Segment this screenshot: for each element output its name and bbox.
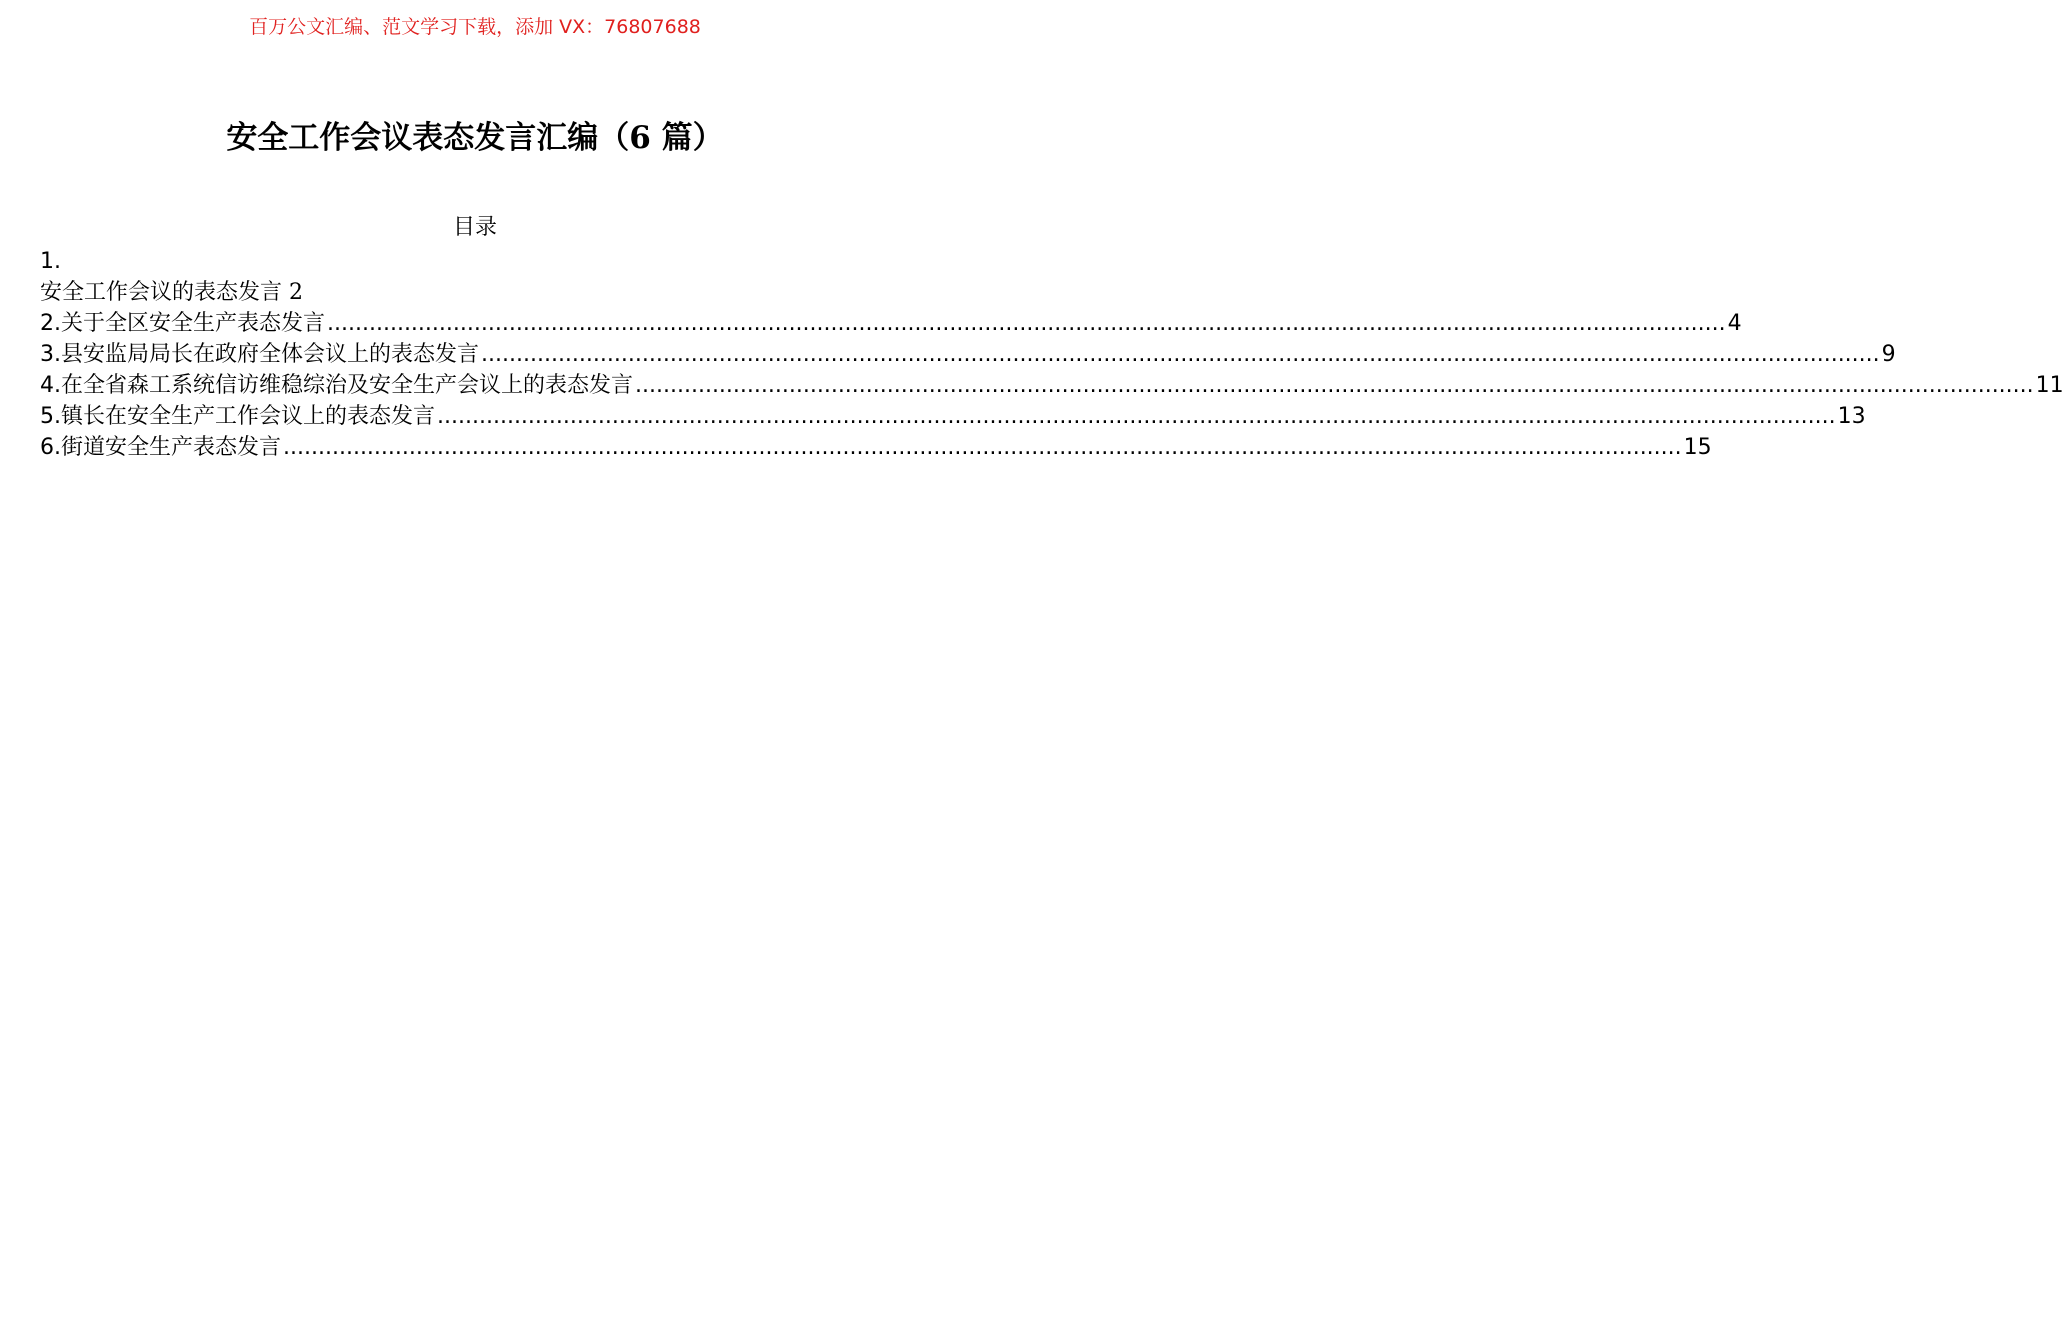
toc-entry-1-number[interactable]: 1.	[40, 249, 61, 274]
toc-entry-page: 15	[1683, 435, 1712, 460]
toc-entry-page: 4	[1727, 311, 1742, 336]
toc-entry-4[interactable]	[40, 370, 2064, 401]
toc-dot-leader: ........................................................................................................................................................................................................	[327, 311, 1726, 336]
toc-dot-leader: ........................................................................................................................................................................................................	[635, 373, 2034, 398]
toc-entry-text: 县安监局局长在政府全体会议上的表态发言	[61, 342, 480, 367]
toc-entry-text: 关于全区安全生产表态发言	[61, 311, 326, 336]
toc-entry-2[interactable]	[40, 308, 1742, 339]
toc-entry-number: 4.	[40, 373, 61, 398]
toc-entry-1-text[interactable]: 安全工作会议的表态发言 2	[40, 280, 303, 305]
toc-entry-5[interactable]	[40, 401, 1866, 432]
toc-entry-number: 3.	[40, 342, 61, 367]
toc-entry-page: 9	[1881, 342, 1896, 367]
header-watermark-note: 百万公文汇编、范文学习下载，添加 VX：76807688	[249, 16, 701, 38]
document-title: 安全工作会议表态发言汇编（6 篇）	[226, 120, 724, 156]
toc-entry-number: 2.	[40, 311, 61, 336]
toc-entry-number: 6.	[40, 435, 61, 460]
toc-entry-page: 11	[2035, 373, 2064, 398]
toc-entry-number: 5.	[40, 404, 61, 429]
toc-entry-text: 镇长在安全生产工作会议上的表态发言	[61, 404, 436, 429]
toc-entry-page: 13	[1837, 404, 1866, 429]
toc-entry-6[interactable]	[40, 432, 1712, 463]
toc-entry-3[interactable]	[40, 339, 1896, 370]
toc-dot-leader: ........................................................................................................................................................................................................	[481, 342, 1880, 367]
toc-heading: 目录	[452, 215, 497, 240]
toc-entry-text: 在全省森工系统信访维稳综治及安全生产会议上的表态发言	[61, 373, 634, 398]
toc-entry-text: 街道安全生产表态发言	[61, 435, 282, 460]
toc-dot-leader: ........................................................................................................................................................................................................	[283, 435, 1682, 460]
toc-dot-leader: ........................................................................................................................................................................................................	[437, 404, 1836, 429]
table-of-contents	[40, 246, 2064, 463]
